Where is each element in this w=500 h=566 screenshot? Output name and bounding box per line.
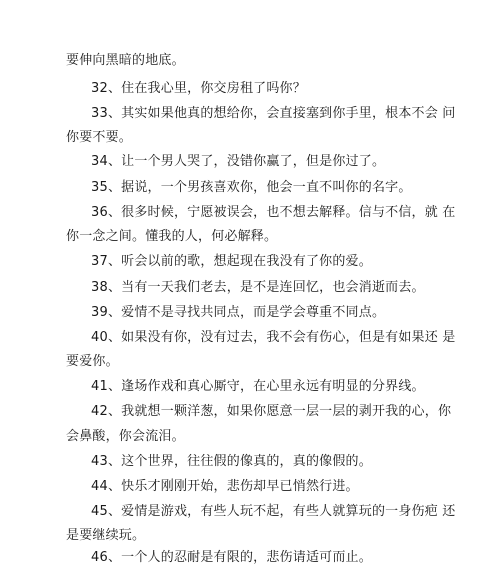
quote-42: 42、我就想一颗洋葱，如果你愿意一层一层的剥开我的心，你 <box>91 404 452 419</box>
quote-45: 45、爱情是游戏，有些人玩不起，有些人就算玩的一身伤疤 还 <box>91 504 456 519</box>
text-line-continuation: 要伸向黑暗的地底。 <box>66 53 185 68</box>
quote-37: 37、听会以前的歌，想起现在我没有了你的爱。 <box>91 254 372 269</box>
quote-40: 40、如果没有你，没有过去，我不会有伤心，但是有如果还 是 <box>91 330 456 345</box>
quote-33-continuation: 你要不要。 <box>66 130 133 145</box>
quote-39: 39、爱情不是寻找共同点，而是学会尊重不同点。 <box>91 305 386 320</box>
quote-36-continuation: 你一念之间。懂我的人，何必解释。 <box>66 229 278 244</box>
quote-46: 46、一个人的忍耐是有限的，悲伤请适可而止。 <box>91 550 372 565</box>
quote-40-continuation: 要爱你。 <box>66 354 119 369</box>
quote-42-continuation: 会鼻酸，你会流泪。 <box>66 429 185 444</box>
quote-44: 44、快乐才刚刚开始，悲伤却早已悄然行进。 <box>91 479 359 494</box>
quote-34: 34、让一个男人哭了，没错你赢了，但是你过了。 <box>91 154 386 169</box>
quote-43: 43、这个世界，往往假的像真的，真的像假的。 <box>91 454 372 469</box>
quote-36: 36、很多时候，宁愿被误会，也不想去解释。信与不信，就 在 <box>91 205 456 220</box>
quote-38: 38、当有一天我们老去，是不是连回忆，也会消逝而去。 <box>91 280 425 295</box>
quote-32: 32、住在我心里，你交房租了吗你？ <box>91 81 306 96</box>
quote-35: 35、据说，一个男孩喜欢你，他会一直不叫你的名字。 <box>91 180 412 195</box>
quote-45-continuation: 是要继续玩。 <box>66 528 146 543</box>
quote-33: 33、其实如果他真的想给你，会直接塞到你手里，根本不会 问 <box>91 106 456 121</box>
quote-41: 41、逢场作戏和真心厮守，在心里永远有明显的分界线。 <box>91 379 425 394</box>
